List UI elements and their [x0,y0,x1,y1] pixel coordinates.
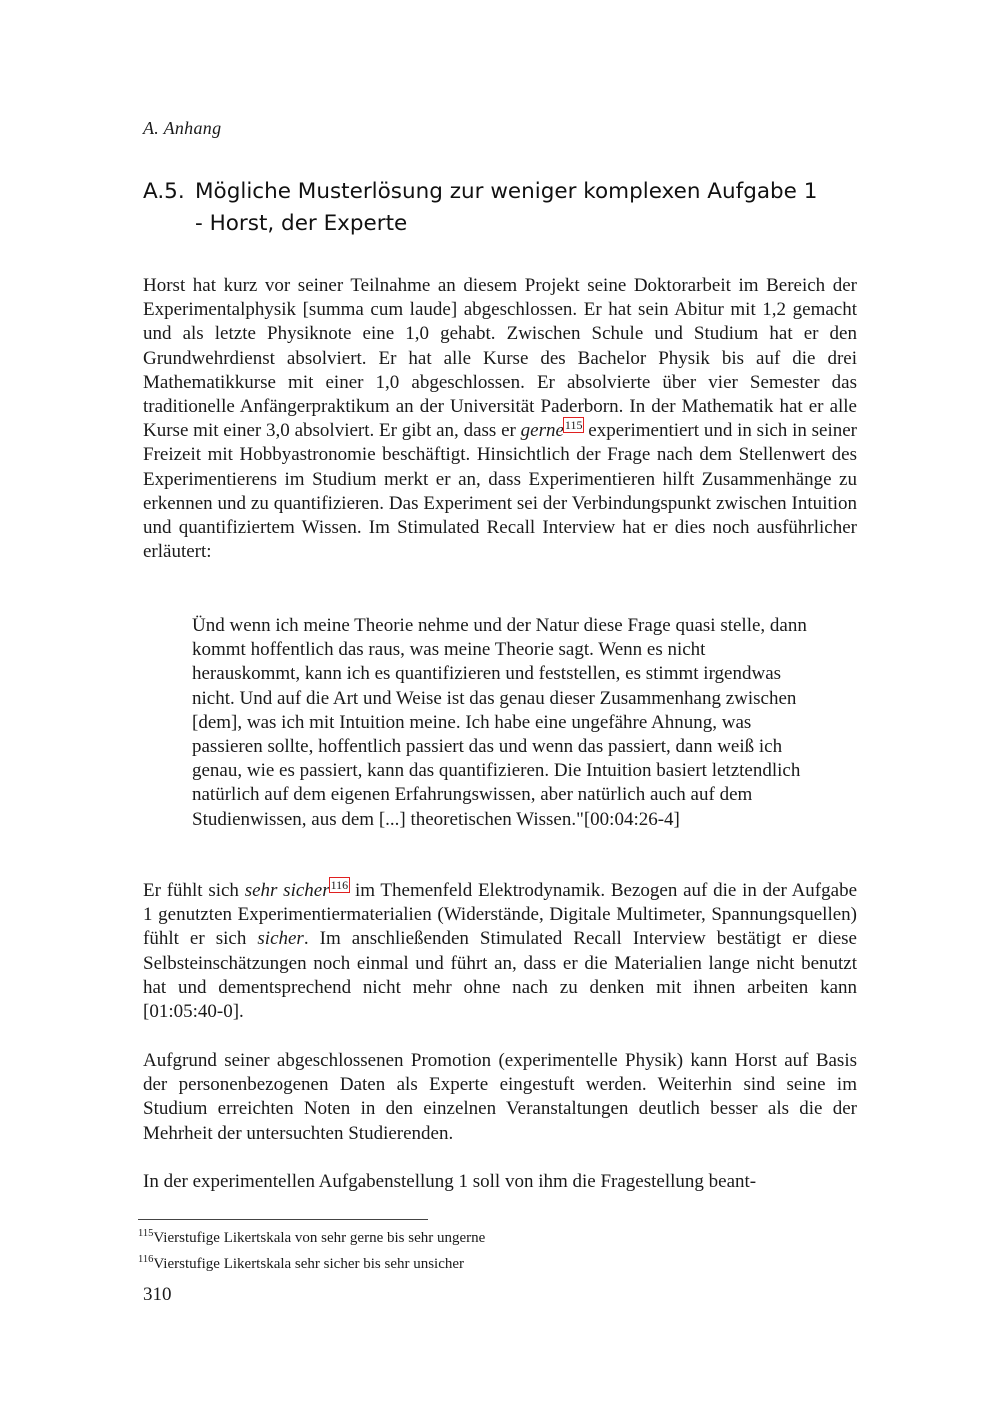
footnote-text: Vierstufige Likertskala sehr sicher bis sehr unsicher [153,1256,465,1272]
paragraph-intro [143,274,857,564]
paragraph-task-text: In der experimentellen Aufgabenstellung 1 soll von ihm die Fragestellung beant- [143,1171,757,1192]
footnote-text: Vierstufige Likertskala von sehr gerne bis sehr ungerne [153,1230,486,1246]
page-number: 310 [143,1284,172,1305]
paragraph-self-assessment [143,879,857,1024]
footnote-116 [138,1249,858,1275]
footnote-number: 115 [138,1228,154,1239]
footnotes [138,1223,858,1275]
footnote-divider [138,1219,428,1220]
paragraph-expert-classification [143,1049,857,1146]
footnote-number: 116 [138,1254,154,1265]
footnote-115 [138,1223,858,1249]
paragraph-intro-text-2: experimentiert und in sich in seiner Freizeit mit Hobbyastronomie beschäftigt. Hinsichtlich der Frage nach dem Stellenwert des Experimentierens im Studium merkt er an, dass Experimentieren hilft Zusammenhänge zu erkennen und zu quantifizieren. Das Experiment sei der Verbindungspunkt zwischen Intuition und quantifiziertem Wissen. Im Stimulated Recall Interview hat er dies noch ausführlicher erläutert: [143,420,858,563]
block-quote: Ünd wenn ich meine Theorie nehme und der Natur diese Frage quasi stelle, dann kommt hoffentlich das raus, was meine Theorie sagt. Wenn es nicht herauskommt, kann ich es quantifizieren und feststellen, es stimmt irgendwas nicht. Und auf die Art und Weise ist das genau dieser Zusammenhang zwischen [dem], was ich mit Intuition meine. Ich habe eine ungefähre Ahnung, was passieren sollte, hoffentlich passiert das und wenn das passiert, dann weiß ich genau, wie es passiert, kann das quantifizieren. Die Intuition basiert letztendlich natürlich auf dem eigenen Erfahrungswissen, aber natürlich auch auf dem Studienwissen, aus dem [...] theoretischen Wissen."[00:04:26-4] [192,615,807,830]
emphasis-sicher: sicher [257,928,304,950]
paragraph-intro-text-1: Horst hat kurz vor seiner Teilnahme an diesem Projekt seine Doktorarbeit im Bereich der Experimentalphysik [summa cum laude] abgeschlossen. Er hat sein Abitur mit 1,2 gemacht und als letzte Physiknote eine 1,0 gehabt. Zwischen Schule und Studium hat er den Grundwehrdienst absolviert. Er hat alle Kurse des Bachelor Physik bis auf die drei Mathematikkurse mit einer 1,0 abgeschlossen. Er absolvierte über vier Semester das traditionelle Anfängerpraktikum an der Universität Paderborn. In der Mathematik hat er alle Kurse mit einer 3,0 absolviert. Er gibt an, dass er [143,275,857,442]
paragraph-self-assessment-text-2: im Themenfeld Elektrodynamik. Bezogen auf die in der Aufgabe 1 genutzten Experimentiermaterialien (Widerstände, Digitale Multimeter, Spannungsquellen) fühlt er sich [143,880,857,950]
paragraph-self-assessment-text-1: Er fühlt sich [143,880,245,901]
footnote-ref-116[interactable]: 116 [330,877,349,892]
running-head: A. Anhang [143,118,222,138]
paragraph-task [143,1170,857,1194]
section-title-line1: Mögliche Musterlösung zur weniger komplexen Aufgabe 1 [195,179,818,204]
emphasis-gerne: gerne [520,420,564,442]
section-number: A.5. [143,179,185,204]
paragraph-expert-classification-text: Aufgrund seiner abgeschlossenen Promotion (experimentelle Physik) kann Horst auf Basis der personenbezogenen Daten als Experte eingestuft werden. Weiterhin sind seine im Studium erreichten Noten in den einzelnen Veranstaltungen deutlich besser als die der Mehrheit der untersuchten Studierenden. [143,1050,857,1144]
footnote-ref-115[interactable]: 115 [564,417,583,432]
emphasis-sehr-sicher: sehr sicher [244,880,330,901]
section-heading [143,176,863,240]
section-title-line2: - Horst, der Experte [195,211,408,236]
paragraph-self-assessment-text-3: . Im anschließenden Stimulated Recall Interview bestätigt er diese Selbsteinschätzungen noch einmal und führt an, dass er die Materialien lange nicht benutzt hat und dementsprechend nicht mehr ohne nach zu denken mit ihnen arbeiten kann [01:05:40-0]. [143,928,857,1023]
